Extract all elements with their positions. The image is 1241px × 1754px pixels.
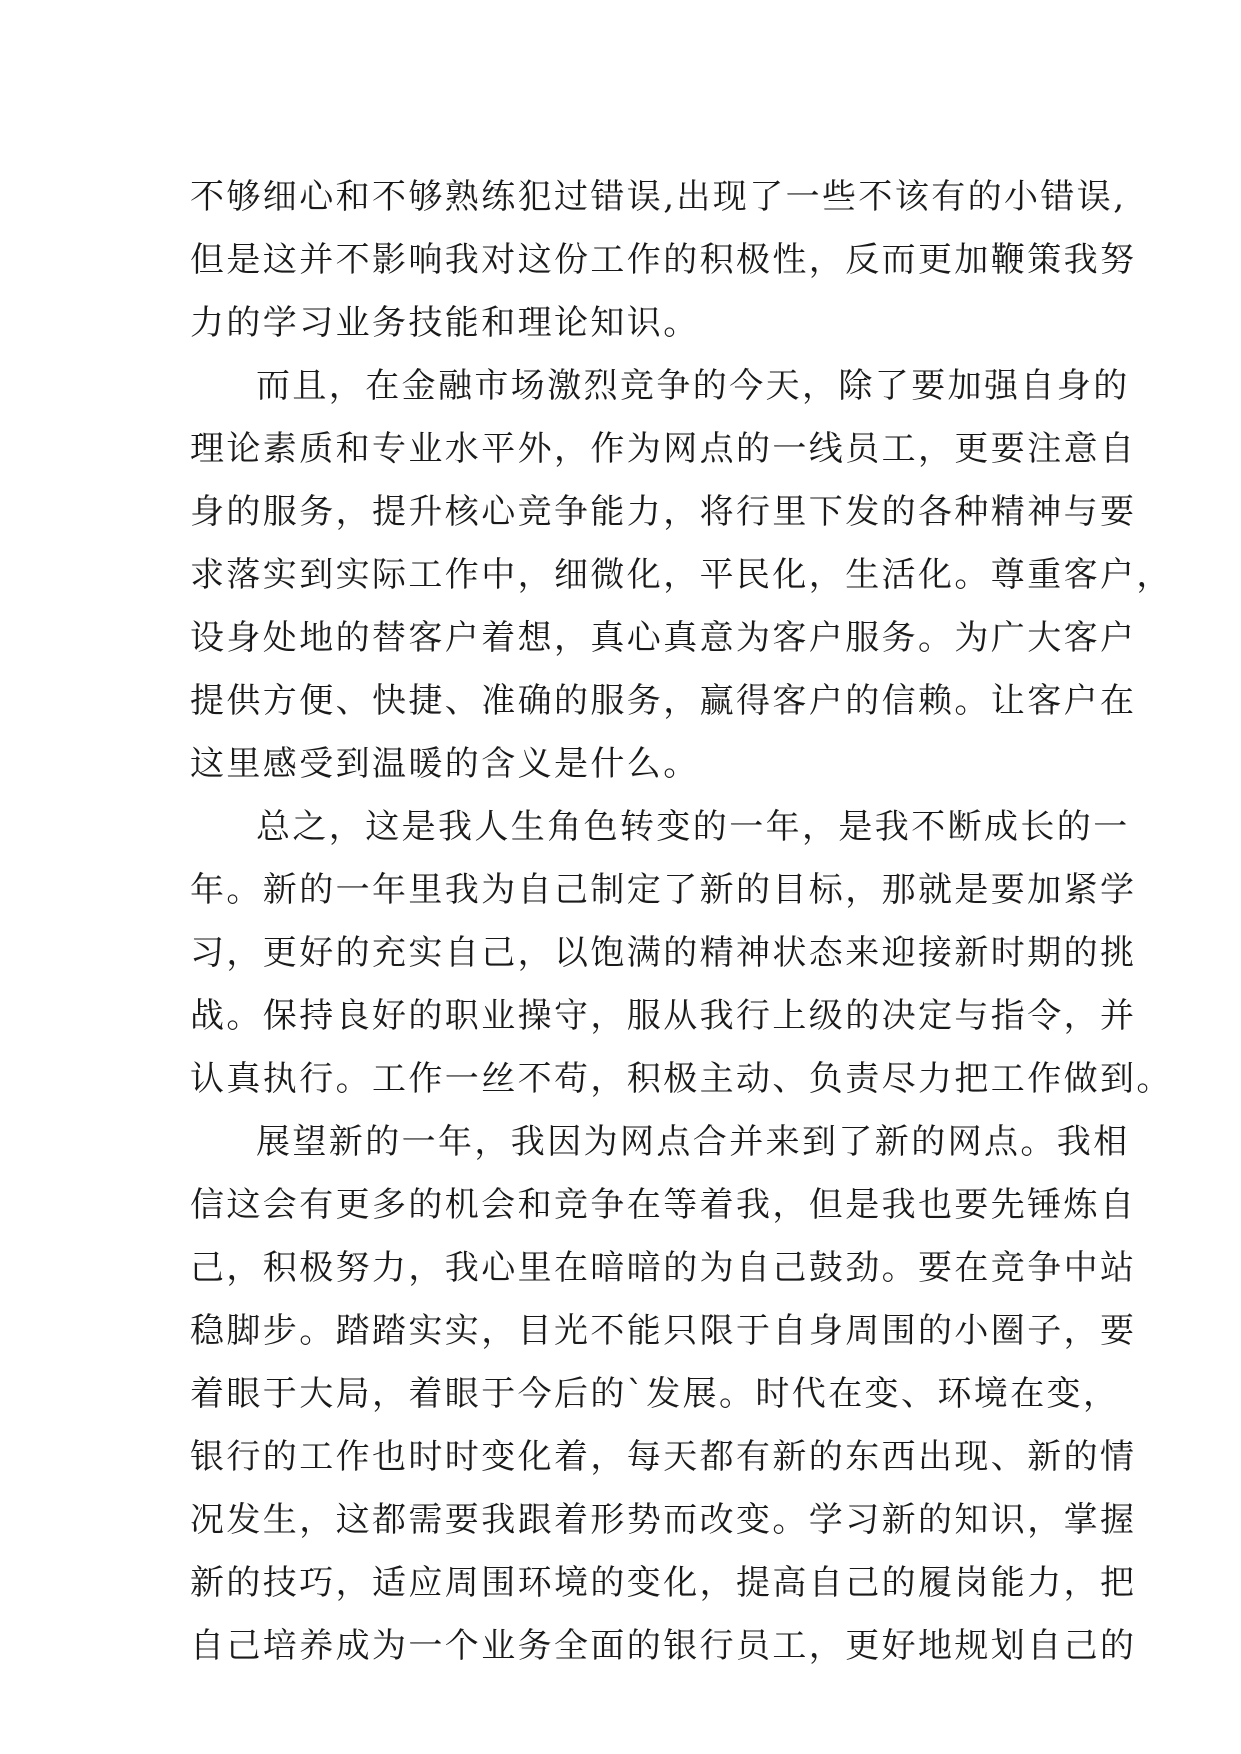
- text-line: 理论素质和专业水平外，作为网点的一线员工，更要注意自: [190, 429, 1137, 469]
- text-line: 习，更好的充实自己，以饱满的精神状态来迎接新时期的挑: [190, 933, 1137, 973]
- text-line: 己，积极努力，我心里在暗暗的为自己鼓劲。要在竞争中站: [190, 1248, 1137, 1288]
- text-line: 着眼于大局，着眼于今后的`发展。时代在变、环境在变，: [190, 1374, 1120, 1414]
- text-line: 不够细心和不够熟练犯过错误,出现了一些不该有的小错误,: [190, 177, 1127, 217]
- text-line: 稳脚步。踏踏实实，目光不能只限于自身周围的小圈子，要: [190, 1311, 1137, 1351]
- paragraph-3: [190, 796, 1173, 1111]
- text-line: 设身处地的替客户着想，真心真意为客户服务。为广大客户: [190, 618, 1137, 658]
- text-line: 信这会有更多的机会和竞争在等着我，但是我也要先锤炼自: [190, 1185, 1137, 1225]
- text-line: 总之，这是我人生角色转变的一年，是我不断成长的一: [256, 807, 1130, 847]
- text-line: 战。保持良好的职业操守，服从我行上级的决定与指令，并: [190, 996, 1137, 1036]
- text-line: 自己培养成为一个业务全面的银行员工，更好地规划自己的: [190, 1626, 1137, 1666]
- paragraph-1: [190, 166, 1137, 355]
- body-text: [190, 166, 1173, 1678]
- text-line: 求落实到实际工作中，细微化，平民化，生活化。尊重客户，: [190, 555, 1173, 595]
- text-line: 银行的工作也时时变化着，每天都有新的东西出现、新的情: [190, 1437, 1137, 1477]
- text-line: 身的服务，提升核心竞争能力，将行里下发的各种精神与要: [190, 492, 1137, 532]
- paragraph-4: [190, 1111, 1137, 1678]
- paragraph-2: [190, 355, 1173, 796]
- text-line: 这里感受到温暖的含义是什么。: [190, 744, 700, 784]
- text-line: 认真执行。工作一丝不苟，积极主动、负责尽力把工作做到。: [190, 1059, 1173, 1099]
- text-line: 况发生，这都需要我跟着形势而改变。学习新的知识，掌握: [190, 1500, 1137, 1540]
- text-line: 提供方便、快捷、准确的服务，赢得客户的信赖。让客户在: [190, 681, 1137, 721]
- text-line: 但是这并不影响我对这份工作的积极性，反而更加鞭策我努: [190, 240, 1137, 280]
- text-line: 年。新的一年里我为自己制定了新的目标，那就是要加紧学: [190, 870, 1137, 910]
- text-line: 力的学习业务技能和理论知识。: [190, 303, 700, 343]
- text-line: 展望新的一年，我因为网点合并来到了新的网点。我相: [256, 1122, 1130, 1162]
- text-line: 而且，在金融市场激烈竞争的今天，除了要加强自身的: [256, 366, 1130, 406]
- text-line: 新的技巧，适应周围环境的变化，提高自己的履岗能力，把: [190, 1563, 1137, 1603]
